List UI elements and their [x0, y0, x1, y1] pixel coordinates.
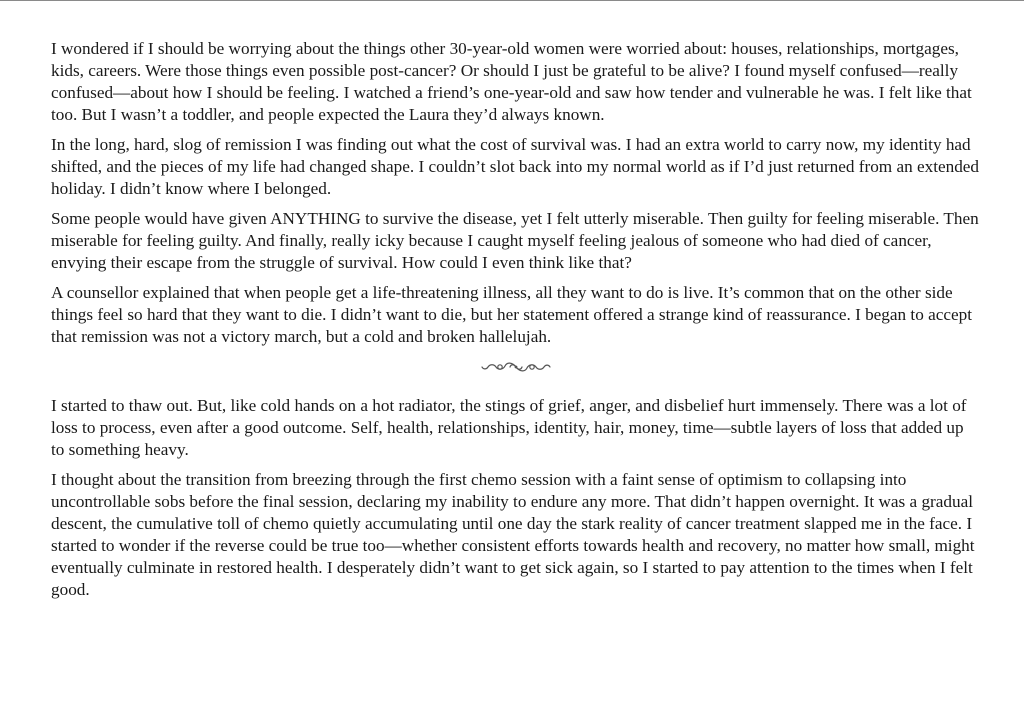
- section-divider: [51, 356, 981, 378]
- page-top-border: [0, 0, 1024, 1]
- paragraph: I wondered if I should be worrying about the things other 30-year-old women were worried about: houses, relationships, mortgages, kids, careers. Were those things even possible post-cancer? Or should I just be grateful to be alive? I found myself confused—really confused—about how I should be feeling. I watched a friend’s one-year-old and saw how tender and vulnerable he was. I felt like that too. But I wasn’t a toddler, and people expected the Laura they’d always known.: [51, 39, 972, 124]
- document-page: [51, 38, 981, 609]
- paragraph: Some people would have given ANYTHING to survive the disease, yet I felt utterly miserable. Then guilty for feeling miserable. Then miserable for feeling guilty. And finally, really icky because I caught myself feeling jealous of someone who had died of cancer, envying their escape from the struggle of survival. How could I even think like that?: [51, 209, 979, 272]
- paragraph: I started to thaw out. But, like cold hands on a hot radiator, the stings of grief, anger, and disbelief hurt immensely. There was a lot of loss to process, even after a good outcome. Self, health, relationships, identity, hair, money, time—subtle layers of loss that added up to something heavy.: [51, 396, 967, 459]
- scroll-flourish-divider-icon: [480, 360, 552, 374]
- paragraph: A counsellor explained that when people get a life-threatening illness, all they want to do is live. It’s common that on the other side things feel so hard that they want to die. I didn’t want to die, but her statement offered a strange kind of reassurance. I began to accept that remission was not a victory march, but a cold and broken hallelujah.: [51, 283, 972, 346]
- paragraph: In the long, hard, slog of remission I was finding out what the cost of survival was. I had an extra world to carry now, my identity had shifted, and the pieces of my life had changed shape. I couldn’t slot back into my normal world as if I’d just returned from an extended holiday. I didn’t know where I belonged.: [51, 135, 980, 198]
- paragraph: I thought about the transition from breezing through the first chemo session with a faint sense of optimism to collapsing into uncontrollable sobs before the final session, declaring my inability to endure any more. That didn’t happen overnight. It was a gradual descent, the cumulative toll of chemo quietly accumulating until one day the stark reality of cancer treatment slapped me in the face. I started to wonder if the reverse could be true too—whether consistent efforts towards health and recovery, no matter how small, might eventually culminate in restored health. I desperately didn’t want to get sick again, so I started to pay attention to the times when I felt good.: [51, 470, 975, 599]
